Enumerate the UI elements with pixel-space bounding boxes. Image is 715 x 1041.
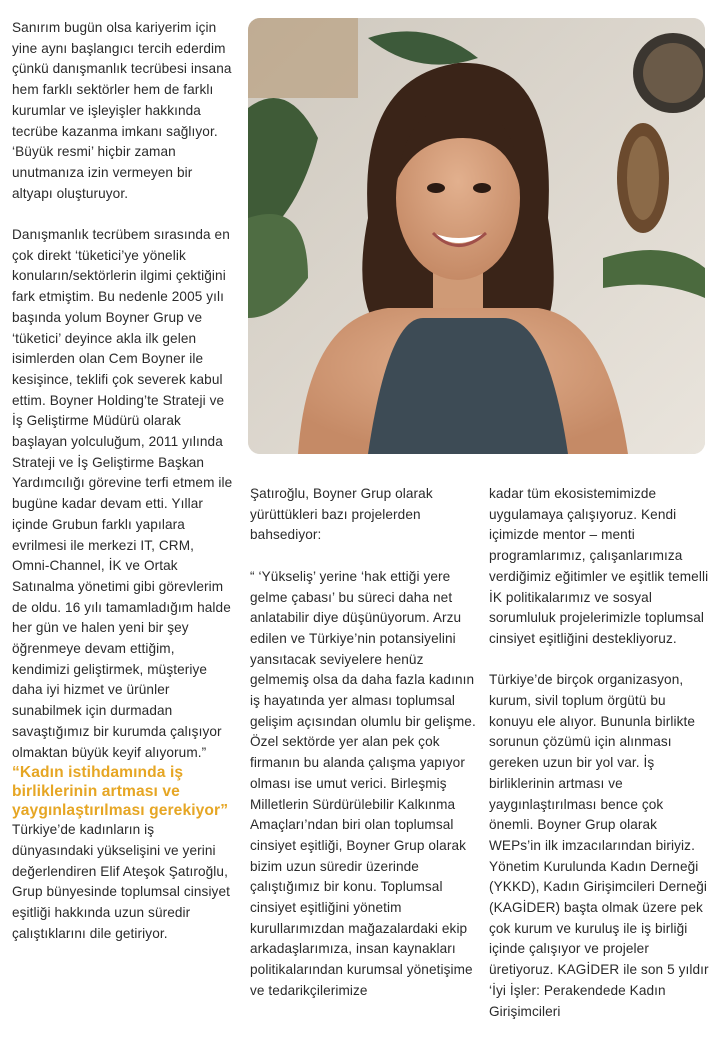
text-column-right: [489, 484, 711, 1022]
paragraph: “ ‘Yükseliş’ yerine ‘hak ettiği yere gelme çabası’ bu süreci daha net anlatabilir diye düşünüyorum. Arzu edilen ve Türkiye’nin potansiyelini yansıtacak seviyelere henüz gelmemiş olsa da daha fazla kadının iş hayatında yer alması toplumsal gelişim açısından olumlu bir gelişme. Özel sektörde yer alan pek çok firmanın bu alanda çalışma yapıyor olması ise umut verici. Birleşmiş Milletlerin Sürdürülebilir Kalkınma Amaçları’ndan biri olan toplumsal cinsiyet eşitliği, Boyner Grup olarak bizim uzun süredir üzerinde çalıştığımız bir konu. Toplumsal cinsiyet eşitliğini yönetim kurullarımızdan mağazalardaki ekip arkadaşlarımıza, insan kaynakları politikalarından kurumsal yönetişime ve tedarikçilerimize: [250, 568, 476, 998]
paragraph: Danışmanlık tecrübem sırasında en çok direkt ‘tüketici’ye yönelik konuların/sektörlerin ilgimi çektiğini fark etmiştim. Bu nedenle 2005 yılı başında yolum Boyner Grup ve ‘tüketici’ deyince akla ilk gelen isimlerden olan Cem Boyner ile kesişince, teklifi çok severek kabul ettim. Boyner Holding’te Strateji ve İş Geliştirme Müdürü olarak başlayan yolculuğum, 2011 yılında Strateji ve İş Geliştirme Başkan Yardımcılığı görevine terfi etmem ile bugüne kadar devam etti. Yıllar içinde Grubun farklı yapılara evrilmesi ile merkezi IT, CRM, Omni-Channel, İK ve Ortak Satınalma yönetimi gibi görevlerim de oldu. 16 yılı tamamladığım halde her gün ve halen yeni bir şey öğrenmeye devam ettiğim, kendimizi geliştirmek, müşteriye daha iyi hizmet ve ürünler sunabilmek için durmadan savaştığımız bir kurumda çalışıyor olmaktan büyük keyif alıyorum.”: [12, 227, 233, 760]
paragraph: Şatıroğlu, Boyner Grup olarak yürüttükleri bazı projelerden bahsediyor:: [250, 486, 433, 543]
pull-quote: “Kadın istihdamında iş birliklerinin artması ve yaygınlaştırılması gerekiyor”: [12, 764, 229, 820]
paragraph: kadar tüm ekosistemimizde uygulamaya çalışıyoruz. Kendi içimizde mentor – menti programlarımız, çalışanlarımıza verdiğimiz eğitimler ve eşitlik temelli İK politikalarımız ve sosyal sorumluluk projelerimizle toplumsal cinsiyet eşitliğini destekliyoruz.: [489, 486, 709, 646]
portrait-photo: [248, 18, 705, 454]
text-column-left: [12, 18, 234, 945]
paragraph: Sanırım bugün olsa kariyerim için yine aynı başlangıcı tercih ederdim çünkü danışmanlık tecrübesi insana hem farklı sektörler hem de farklı kurumlar ve işleyişler hakkında tecrübe kazanma imkanı sağlıyor. ‘Büyük resmi’ hiçbir zaman unutmanıza izin vermeyen bir altyapı oluşturuyor.: [12, 20, 232, 201]
paragraph: Türkiye’de birçok organizasyon, kurum, sivil toplum örgütü bu konuyu ele alıyor. Bununla birlikte sorunun çözümü için alınması gereken uzun bir yol var. İş birliklerinin artması ve yaygınlaştırılması bence çok önemli. Boyner Grup olarak WEPs’in ilk imzacılarından biriyiz. Yönetim Kurulunda Kadın Derneği (YKKD), Kadın Girişimcileri Derneği (KAGİDER) başta olmak üzere pek çok kurum ve kuruluş ile iş birliği içinde çalışıyor ve projeler üretiyoruz. KAGİDER ile son 5 yıldır ‘İyi İşler: Perakendede Kadın Girişimcileri: [489, 672, 709, 1019]
text-column-middle: [250, 484, 480, 1002]
paragraph: Türkiye’de kadınların iş dünyasındaki yükselişini ve yerini değerlendiren Elif Ateşok Şatıroğlu, Grup bünyesinde toplumsal cinsiyet eşitliği hakkında uzun süredir çalıştıklarını dile getiriyor.: [12, 822, 230, 941]
